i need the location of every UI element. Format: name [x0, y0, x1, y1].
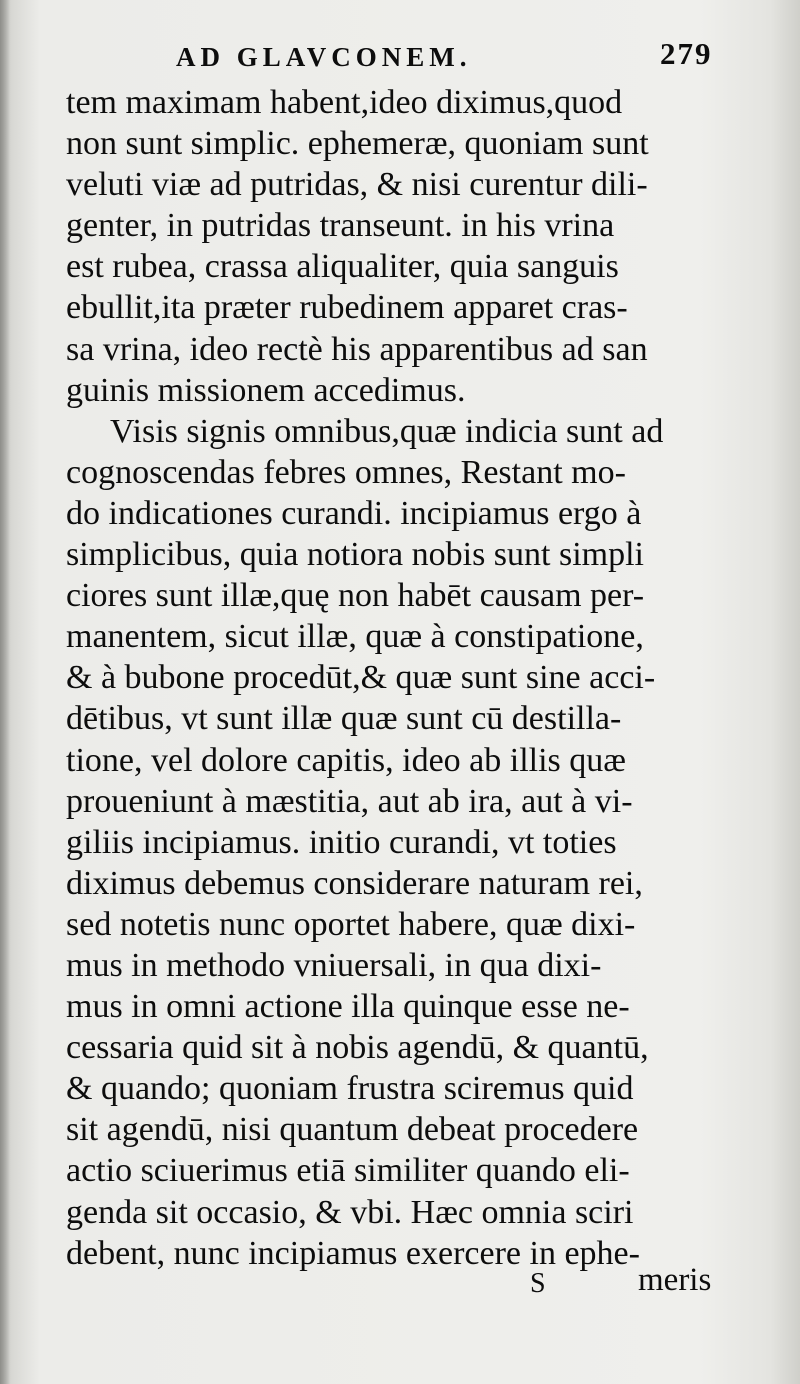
text-line: dētibus, vt sunt illæ quæ sunt cū destilla-	[66, 700, 622, 738]
body-text	[66, 82, 716, 1274]
text-line: est rubea, crassa aliqualiter, quia sanguis	[66, 248, 619, 286]
text-line: sit agendū, nisi quantum debeat procedere	[66, 1111, 639, 1149]
text-line: guinis missionem accedimus.	[66, 371, 466, 409]
text-line: ebullit,ita præter rubedinem apparet cras-	[66, 289, 628, 327]
page-number: 279	[660, 36, 713, 71]
text-line: do indicationes curandi. incipiamus ergo à	[66, 494, 642, 532]
text-line: ciores sunt illæ,quę non habēt causam per-	[66, 577, 645, 615]
signature-mark: S	[530, 1268, 546, 1299]
catchword: meris	[638, 1262, 712, 1298]
text-line: simplicibus, quia notiora nobis sunt simpli	[66, 536, 644, 574]
text-line: veluti viæ ad putridas, & nisi curentur dili-	[66, 166, 648, 204]
text-line: genter, in putridas transeunt. in his vrina	[66, 207, 615, 245]
text-line: cessaria quid sit à nobis agendū, & quantū,	[66, 1029, 649, 1067]
text-line: genda sit occasio, & vbi. Hæc omnia sciri	[66, 1193, 634, 1231]
text-line: & quando; quoniam frustra sciremus quid	[66, 1070, 634, 1108]
text-line: tione, vel dolore capitis, ideo ab illis quæ	[66, 741, 626, 779]
text-line: mus in methodo vniuersali, in qua dixi-	[66, 946, 602, 984]
text-line: cognoscendas febres omnes, Restant mo-	[66, 453, 626, 491]
text-line: mus in omni actione illa quinque esse ne-	[66, 988, 630, 1026]
running-head: AD GLAVCONEM.	[176, 42, 472, 72]
paragraph-start-line: Visis signis omnibus,quæ indicia sunt ad	[110, 412, 664, 450]
text-line: non sunt simplic. ephemeræ, quoniam sunt	[66, 125, 649, 163]
text-line: debent, nunc incipiamus exercere in ephe-	[66, 1234, 640, 1272]
text-line: sa vrina, ideo rectè his apparentibus ad san	[66, 330, 648, 368]
text-line: actio sciuerimus etiā similiter quando eli-	[66, 1152, 630, 1190]
text-line: giliis incipiamus. initio curandi, vt toties	[66, 823, 617, 861]
text-line: manentem, sicut illæ, quæ à constipatione,	[66, 618, 644, 656]
gutter-shadow	[0, 0, 10, 1384]
text-line: proueniunt à mæstitia, aut ab ira, aut à vi-	[66, 782, 633, 820]
text-line: sed notetis nunc oportet habere, quæ dixi-	[66, 905, 636, 943]
text-line: tem maximam habent,ideo diximus,quod	[66, 84, 623, 121]
text-line: & à bubone procedūt,& quæ sunt sine acci-	[66, 659, 656, 697]
text-line: diximus debemus considerare naturam rei,	[66, 864, 643, 902]
